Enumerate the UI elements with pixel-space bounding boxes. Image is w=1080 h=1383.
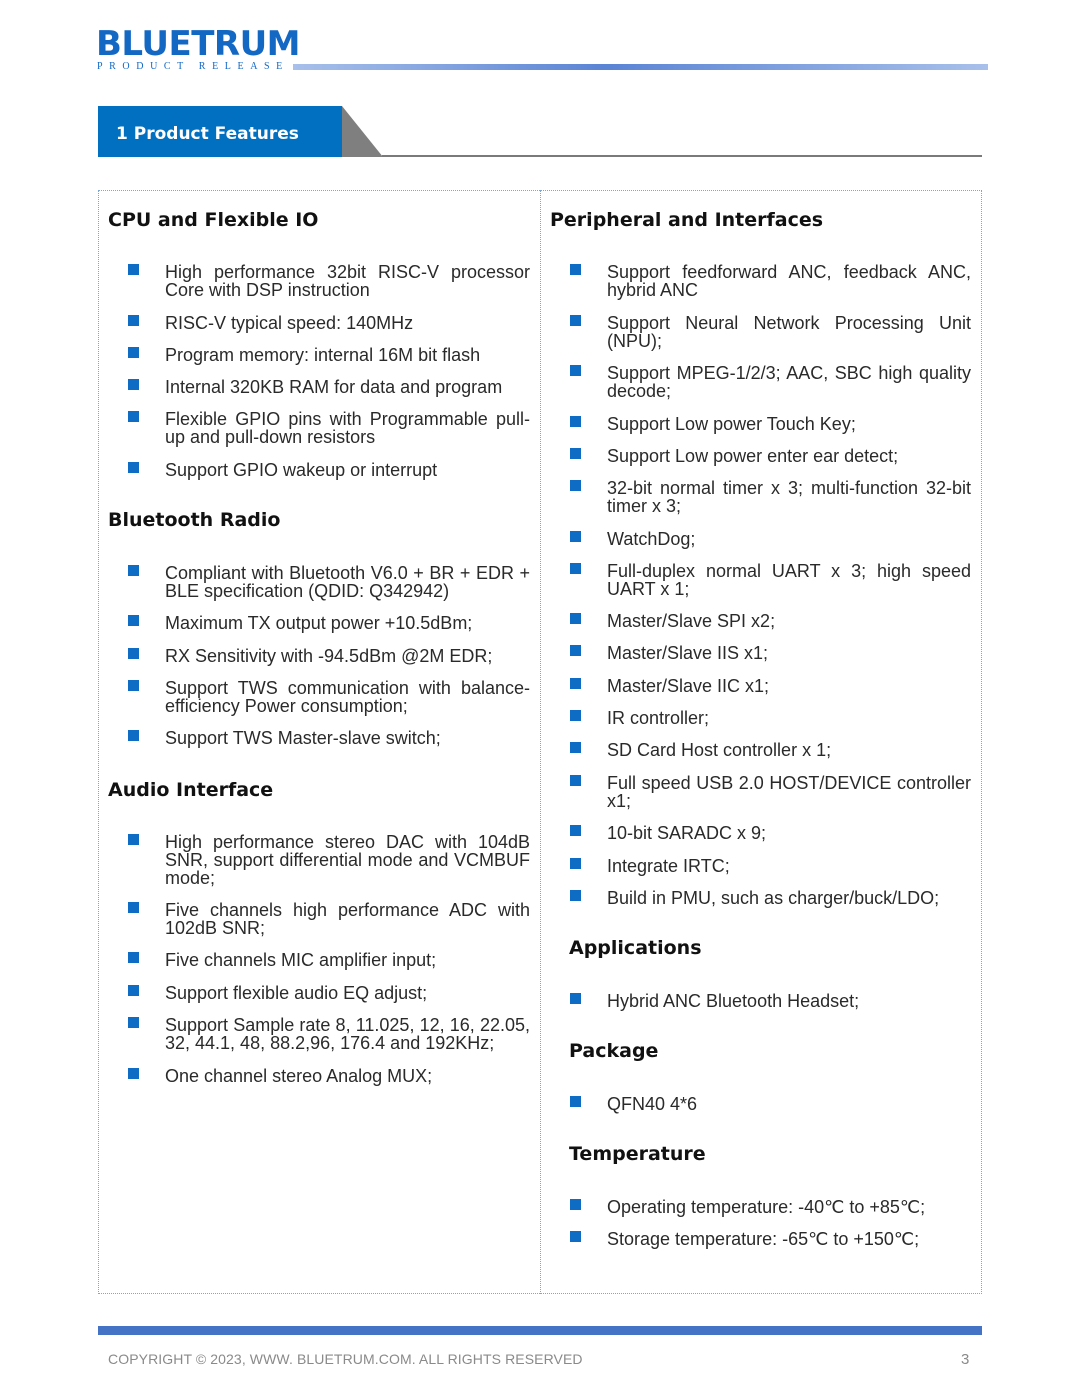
list-item: Support Sample rate 8, 11.025, 12, 16, 22.05, 32, 44.1, 48, 88.2,96, 176.4 and 192KHz; [165, 1015, 530, 1053]
bullet-icon [128, 952, 139, 963]
bullet-icon [570, 1096, 581, 1107]
bullet-icon [570, 563, 581, 574]
bullet-icon [570, 890, 581, 901]
copyright-text: COPYRIGHT © 2023, WWW. BLUETRUM.COM. ALL RIGHTS RESERVED [108, 1351, 583, 1367]
section-title: Product Features [133, 124, 299, 144]
list-item: Five channels high performance ADC with 102dB SNR; [165, 900, 530, 938]
list-item: Support flexible audio EQ adjust; [165, 983, 428, 1003]
list-item: 10-bit SARADC x 9; [607, 823, 767, 843]
list-item: RX Sensitivity with -94.5dBm @2M EDR; [165, 646, 493, 666]
list-item: Operating temperature: -40℃ to +85℃; [607, 1197, 926, 1217]
bullet-icon [570, 742, 581, 753]
bullet-icon [128, 985, 139, 996]
list-item: Storage temperature: -65℃ to +150℃; [607, 1229, 920, 1249]
list-item: Five channels MIC amplifier input; [165, 950, 437, 970]
bullet-icon [128, 411, 139, 422]
heading-applications: Applications [569, 937, 702, 959]
bullet-icon [128, 902, 139, 913]
list-item: Maximum TX output power +10.5dBm; [165, 613, 473, 633]
list-item: Full-duplex normal UART x 3; high speed UART x 1; [607, 561, 971, 599]
column-divider [540, 190, 541, 1294]
list-item: QFN40 4*6 [607, 1094, 698, 1114]
bullet-icon [128, 648, 139, 659]
header-rule [293, 64, 988, 70]
list-item: RISC-V typical speed: 140MHz [165, 313, 414, 333]
section-number: 1 [116, 124, 128, 144]
bullet-icon [570, 678, 581, 689]
list-item: Program memory: internal 16M bit flash [165, 345, 481, 365]
list-item: Integrate IRTC; [607, 856, 730, 876]
bullet-icon [128, 565, 139, 576]
heading-cpu: CPU and Flexible IO [108, 209, 319, 231]
footer-bar [98, 1326, 982, 1335]
bullet-icon [128, 462, 139, 473]
bullet-icon [570, 825, 581, 836]
bullet-icon [570, 448, 581, 459]
list-item: IR controller; [607, 708, 710, 728]
list-item: Master/Slave IIC x1; [607, 676, 770, 696]
bullet-icon [570, 315, 581, 326]
list-item: Support MPEG-1/2/3; AAC, SBC high quality decode; [607, 363, 971, 401]
list-item: Full speed USB 2.0 HOST/DEVICE controller x1; [607, 773, 971, 811]
bullet-icon [570, 480, 581, 491]
heading-audio: Audio Interface [108, 779, 274, 801]
bullet-icon [570, 613, 581, 624]
list-item: Compliant with Bluetooth V6.0 + BR + EDR + BLE specification (QDID: Q342942) [165, 563, 530, 601]
bullet-icon [128, 1068, 139, 1079]
bullet-icon [128, 615, 139, 626]
bullet-icon [570, 645, 581, 656]
list-item: Master/Slave SPI x2; [607, 611, 776, 631]
bullet-icon [128, 379, 139, 390]
list-item: Hybrid ANC Bluetooth Headset; [607, 991, 860, 1011]
bullet-icon [128, 730, 139, 741]
list-item: Flexible GPIO pins with Programmable pull-up and pull-down resistors [165, 409, 530, 447]
heading-temperature: Temperature [569, 1143, 706, 1165]
bullet-icon [128, 315, 139, 326]
bullet-icon [570, 1199, 581, 1210]
bullet-icon [570, 993, 581, 1004]
bullet-icon [570, 264, 581, 275]
brand-logo: BLUETRUM [96, 24, 301, 64]
brand-tagline: PRODUCT RELEASE [97, 61, 289, 72]
list-item: Support Low power Touch Key; [607, 414, 856, 434]
bullet-icon [128, 347, 139, 358]
heading-peripheral: Peripheral and Interfaces [550, 209, 824, 231]
section-tab-wedge [342, 106, 384, 158]
bullet-icon [570, 416, 581, 427]
list-item: Support Neural Network Processing Unit (NPU); [607, 313, 971, 351]
bullet-icon [570, 365, 581, 376]
list-item: Master/Slave IIS x1; [607, 643, 769, 663]
list-item: Build in PMU, such as charger/buck/LDO; [607, 888, 940, 908]
bullet-icon [570, 1231, 581, 1242]
list-item: 32-bit normal timer x 3; multi-function 32-bit timer x 3; [607, 478, 971, 516]
list-item: Internal 320KB RAM for data and program [165, 377, 503, 397]
list-item: WatchDog; [607, 529, 696, 549]
list-item: Support Low power enter ear detect; [607, 446, 899, 466]
list-item: Support feedforward ANC, feedback ANC, hybrid ANC [607, 262, 971, 300]
page-number: 3 [961, 1351, 970, 1368]
bullet-icon [570, 775, 581, 786]
section-title-tab [98, 106, 342, 157]
heading-package: Package [569, 1040, 659, 1062]
list-item: Support TWS communication with balance-efficiency Power consumption; [165, 678, 530, 716]
bullet-icon [570, 710, 581, 721]
list-item: Support TWS Master-slave switch; [165, 728, 441, 748]
bullet-icon [570, 858, 581, 869]
bullet-icon [570, 531, 581, 542]
bullet-icon [128, 1017, 139, 1028]
list-item: Support GPIO wakeup or interrupt [165, 460, 438, 480]
list-item: High performance 32bit RISC-V processor Core with DSP instruction [165, 262, 530, 300]
section-rule [382, 155, 982, 157]
heading-bluetooth: Bluetooth Radio [108, 509, 281, 531]
bullet-icon [128, 680, 139, 691]
bullet-icon [128, 264, 139, 275]
list-item: High performance stereo DAC with 104dB SNR, support differential mode and VCMBUF mode; [165, 832, 530, 888]
bullet-icon [128, 834, 139, 845]
list-item: SD Card Host controller x 1; [607, 740, 832, 760]
list-item: One channel stereo Analog MUX; [165, 1066, 433, 1086]
